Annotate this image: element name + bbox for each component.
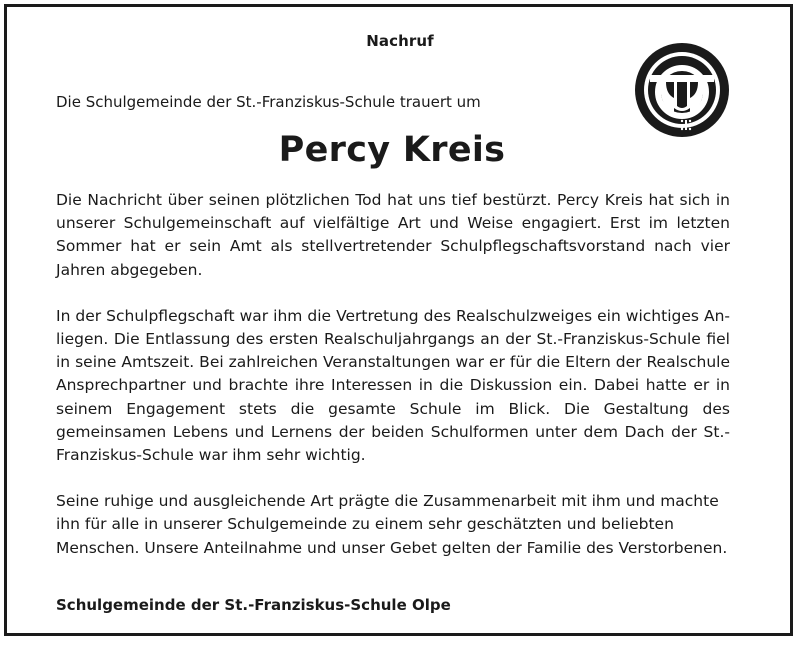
intro-line: Die Schulgemeinde der St.-Franziskus-Schule trauert um (56, 93, 481, 111)
school-emblem-icon (634, 42, 730, 138)
obituary-paragraph: Die Nachricht über seinen plötzlichen Tod hat uns tief bestürzt. Percy Kreis hat sich in unserer Schulgemeinschaft auf vielfältige Art und Weise engagiert. Erst im letzten Sommer hat er sein Amt als stellvertretender Schulpflegschaftsvorstand nach vier Jahren abgegeben. (56, 191, 730, 279)
obituary-body (56, 189, 730, 583)
notice-heading: Nachruf (366, 32, 434, 50)
obituary-paragraph: In der Schulpflegschaft war ihm die Vertretung des Realschulzweiges ein wichtiges Anliegen. Die Entlassung des ersten Realschuljahrgangs an der St.-Franziskus-Schule fiel in seine Amtszeit. Bei zahlreichen Veranstaltungen war er für die Eltern der Realschule Ansprechpartner und brachte ihre Interessen in die Diskussion ein. Dabei hatte er in seinem Engagement stets die gesamte Schule im Blick. Die Gestaltung des gemeinsamen Lebens und Lernens der beiden Schulformen unter dem Dach der St.-Franziskus-Schule war ihm sehr wichtig. (56, 306, 730, 465)
signature: Schulgemeinde der St.-Franziskus-Schule Olpe (56, 596, 451, 614)
deceased-name: Percy Kreis (278, 130, 506, 170)
obituary-paragraph: Seine ruhige und ausgleichende Art prägte die Zusammenarbeit mit ihm und machte ihn für alle in unserer Schulgemeinde zu einem sehr geschätzten und beliebten Menschen. Unsere Anteilnahme und unser Gebet gelten der Familie des Verstorbenen. (56, 492, 728, 557)
